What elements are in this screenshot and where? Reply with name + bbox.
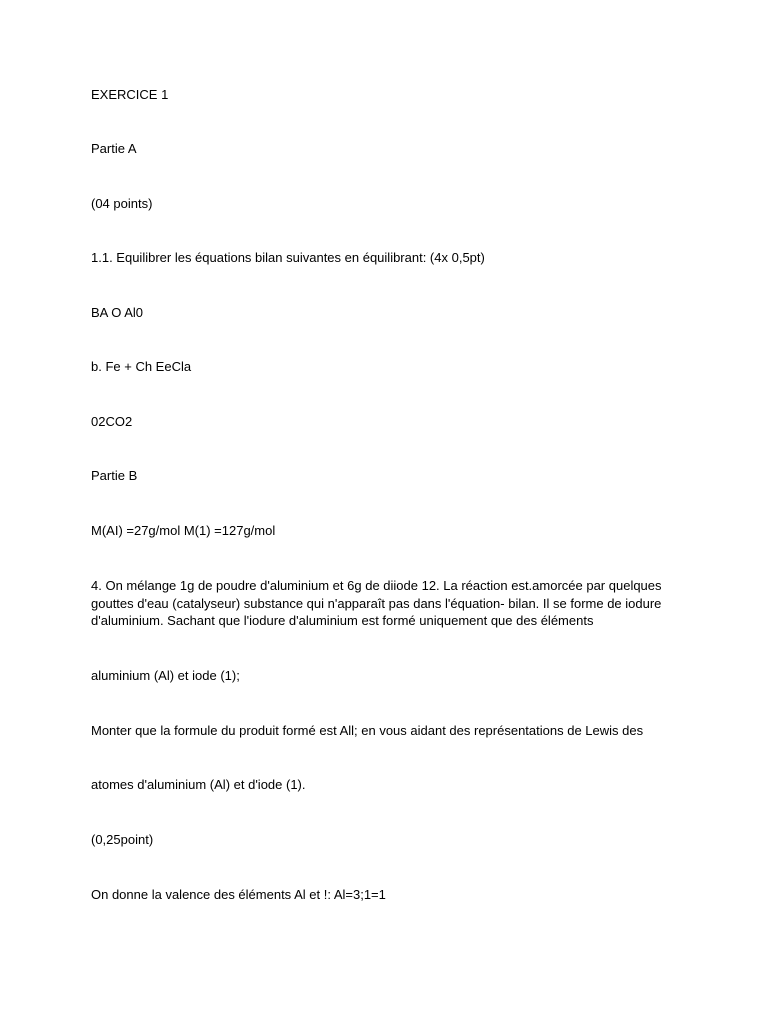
equation-a: BA O Al0 bbox=[91, 305, 144, 320]
equation-c: 02CO2 bbox=[91, 414, 133, 429]
question-1-1: 1.1. Equilibrer les équations bilan suivantes en équilibrant: (4x 0,5pt) bbox=[91, 250, 485, 265]
question-4-paragraph: 4. On mélange 1g de poudre d'aluminium et 6g de diiode 12. La réaction est.amorcée par quelques gouttes d'eau (catalyseur) substance qui n'apparaît pas dans l'équation- bilan. Il se forme de iodure d'aluminium. Sachant que l'iodure d'aluminium est formé uniquement que des éléments bbox=[91, 578, 662, 628]
molar-masses: M(AI) =27g/mol M(1) =127g/mol bbox=[91, 523, 276, 538]
formula-question: Monter que la formule du produit formé est All; en vous aidant des représentations de Lewis des bbox=[91, 723, 644, 738]
lewis-atoms-line: atomes d'aluminium (Al) et d'iode (1). bbox=[91, 777, 306, 792]
equation-b: b. Fe + Ch EeCla bbox=[91, 359, 192, 374]
elements-line: aluminium (Al) et iode (1); bbox=[91, 668, 240, 683]
part-a-heading: Partie A bbox=[91, 141, 137, 156]
part-a-points: (04 points) bbox=[91, 196, 153, 211]
part-b-heading: Partie B bbox=[91, 468, 138, 483]
exercise-title: EXERCICE 1 bbox=[91, 87, 169, 102]
valence-line: On donne la valence des éléments Al et !: Al=3;1=1 bbox=[91, 887, 386, 902]
points-note: (0,25point) bbox=[91, 832, 154, 847]
